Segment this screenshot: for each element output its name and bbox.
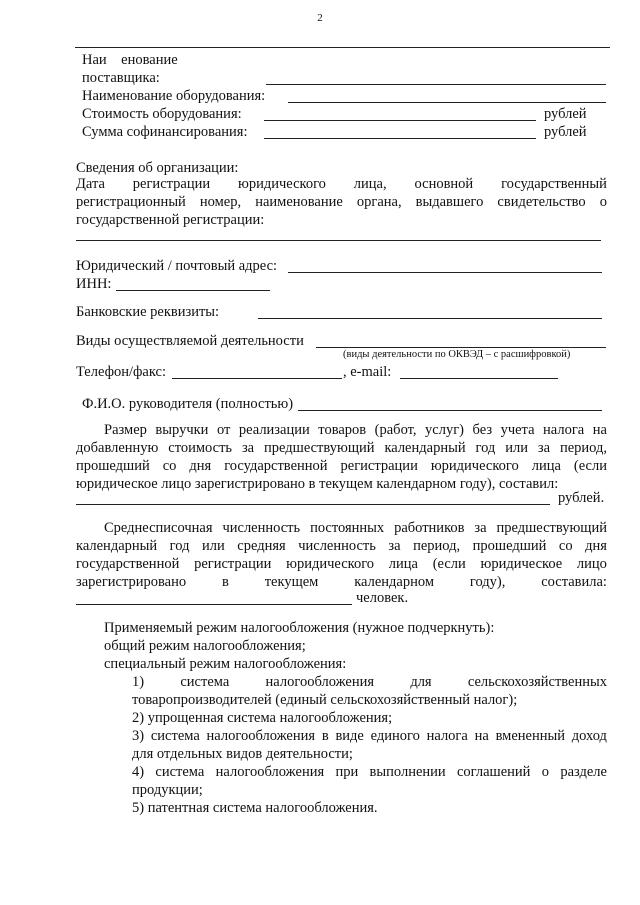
word: численность [222,520,301,536]
staff-line-4 [76,574,607,591]
registration-line-3: государственной регистрации: [76,212,265,228]
word: Дата [76,176,105,192]
tax-item-3-line-1[interactable] [132,728,607,745]
word: прошедший [472,538,547,554]
word: численность [298,538,376,554]
word: система [155,764,205,780]
activity-hint: (виды деятельности по ОКВЭД – с расшифровкой) [343,349,571,360]
word: соглашений [456,764,531,780]
word: номер, [199,194,242,210]
activity-field[interactable] [316,347,606,348]
word: в [321,728,329,744]
word: регистрации [132,176,211,192]
word: работников [394,520,465,536]
equipment-name-label: Наименование оборудования: [82,88,266,104]
word: за [537,440,551,456]
word: за [388,538,401,554]
word: (работ, [374,422,417,438]
word: система [180,674,230,690]
word: государственной [224,458,328,474]
word: учета [500,422,535,438]
word: средняя [237,538,286,554]
tax-general-regime[interactable]: общий режим налогообложения; [104,638,306,654]
word: регистрации [340,458,418,474]
word: о [599,194,607,210]
word: году), [469,574,506,590]
word: о [541,764,549,780]
email-label: , e-mail: [343,364,392,380]
address-field[interactable] [288,272,602,273]
word: предшествующий [496,520,607,536]
revenue-line-4: юридическое лицо зарегистрировано в текущем календарном году), составил: [76,476,559,492]
tax-item-1-line-1[interactable] [132,674,607,691]
org-info-heading: Сведения об организации: [76,160,239,176]
word: или [201,538,225,554]
word: юридического [286,556,375,572]
word: предшествующий [264,440,375,456]
supplier-name-label-line1: Наи енование [82,52,178,68]
inn-field[interactable] [116,290,270,291]
word: за [474,520,487,536]
word: выдавшего [415,194,484,210]
page-number: 2 [317,12,323,24]
phone-fax-label: Телефон/факс: [76,364,167,380]
tax-item-4-line-2[interactable]: продукции; [132,782,203,798]
equipment-name-field[interactable] [288,102,606,103]
word: 1) [132,674,145,690]
supplier-name-label-line2: поставщика: [82,70,160,86]
revenue-unit: рублей. [558,490,605,506]
bank-details-field[interactable] [258,318,602,319]
word: налогообложения [206,728,316,744]
word: при [335,764,359,780]
word: услуг) [425,422,464,438]
word: выполнении [369,764,446,780]
word: прошедший [76,458,150,474]
word: государственной [76,556,180,572]
registration-line-1 [76,176,607,193]
word: на [474,728,489,744]
word: для [410,674,432,690]
word: юридическое [480,556,563,572]
word: дня [189,458,212,474]
word: со [558,538,573,554]
word: период, [413,538,461,554]
word: свидетельство [497,194,586,210]
equipment-cost-unit: рублей [544,106,587,122]
word: основной [414,176,474,192]
word: год [169,538,190,554]
word: регистрационный [76,194,186,210]
bank-details-label: Банковские реквизиты: [76,304,220,320]
staff-count-field[interactable] [76,604,352,605]
word: за [241,440,255,456]
word: в [221,574,229,590]
registration-line-2 [76,194,607,211]
word: товаров [318,422,367,438]
word: со [162,458,177,474]
word: юридического [238,176,326,192]
registration-field[interactable] [76,240,601,241]
word: календарный [384,440,466,456]
word: составила: [541,574,607,590]
revenue-line-2 [76,440,607,457]
tax-item-4-line-1[interactable] [132,764,607,781]
word: единого [370,728,420,744]
revenue-line-3 [76,458,607,475]
cofinancing-field[interactable] [264,138,536,139]
equipment-cost-label: Стоимость оборудования: [82,106,242,122]
word: стоимость [168,440,233,456]
word: лицо [576,556,607,572]
word: государственный [501,176,607,192]
revenue-line-1 [104,422,607,439]
word: наименование [255,194,343,210]
address-label: Юридический / почтовый адрес: [76,258,278,274]
word: 4) [132,764,145,780]
word: текущем [264,574,319,590]
word: год [475,440,496,456]
word: Среднесписочная [104,520,213,536]
tax-item-5[interactable]: 5) патентная система налогообложения. [132,800,378,816]
inn-label: ИНН: [76,276,112,292]
director-name-field[interactable] [298,410,602,411]
word: на [592,422,607,438]
staff-count-unit: человек. [356,590,409,606]
word: или [505,440,528,456]
top-rule [75,47,610,48]
word: сельскохозяйственных [467,674,607,690]
word: вмененный [495,728,565,744]
word: регистрации [194,556,272,572]
word: добавленную [76,440,159,456]
word: виде [335,728,364,744]
word: система [150,728,200,744]
word: постоянных [310,520,385,536]
word: от [216,422,231,438]
word: органа, [356,194,402,210]
tax-special-regime[interactable]: специальный режим налогообложения: [104,656,347,672]
word: (если [432,556,466,572]
word: лица, [353,176,387,192]
tax-regime-heading: Применяемый режим налогообложения (нужное подчеркнуть): [104,620,495,636]
director-name-label: Ф.И.О. руководителя (полностью) [82,396,294,412]
word: календарный [76,538,158,554]
supplier-name-field[interactable] [266,84,606,85]
word: разделе [560,764,607,780]
word: налога [426,728,468,744]
cofinancing-label: Сумма софинансирования: [82,124,248,140]
word: доход [571,728,607,744]
tax-item-1-line-2[interactable]: товаропроизводителей (единый сельскохозяйственный налог); [132,692,518,708]
revenue-field[interactable] [76,504,550,505]
word: реализации [238,422,310,438]
tax-item-3-line-2[interactable]: для отдельных видов деятельности; [132,746,353,762]
staff-line-2 [76,538,607,555]
word: зарегистрировано [76,574,187,590]
tax-item-2[interactable]: 2) упрощенная система налогообложения; [132,710,393,726]
word: 3) [132,728,145,744]
word: дня [585,538,607,554]
word: лица [388,556,418,572]
word: календарном [354,574,434,590]
word: налогообложения [215,764,325,780]
word: период, [559,440,607,456]
phone-fax-field[interactable] [172,378,342,379]
word: налога [543,422,585,438]
activity-label: Виды осуществляемой деятельности [76,333,304,349]
cofinancing-unit: рублей [544,124,587,140]
staff-line-3 [76,556,607,573]
word: лица [531,458,561,474]
word: (если [573,458,607,474]
equipment-cost-field[interactable] [264,120,536,121]
word: без [472,422,493,438]
word: налогообложения [265,674,375,690]
word: юридического [430,458,519,474]
word: выручки [155,422,209,438]
staff-line-1 [104,520,607,537]
email-field[interactable] [400,378,558,379]
word: Размер [104,422,147,438]
